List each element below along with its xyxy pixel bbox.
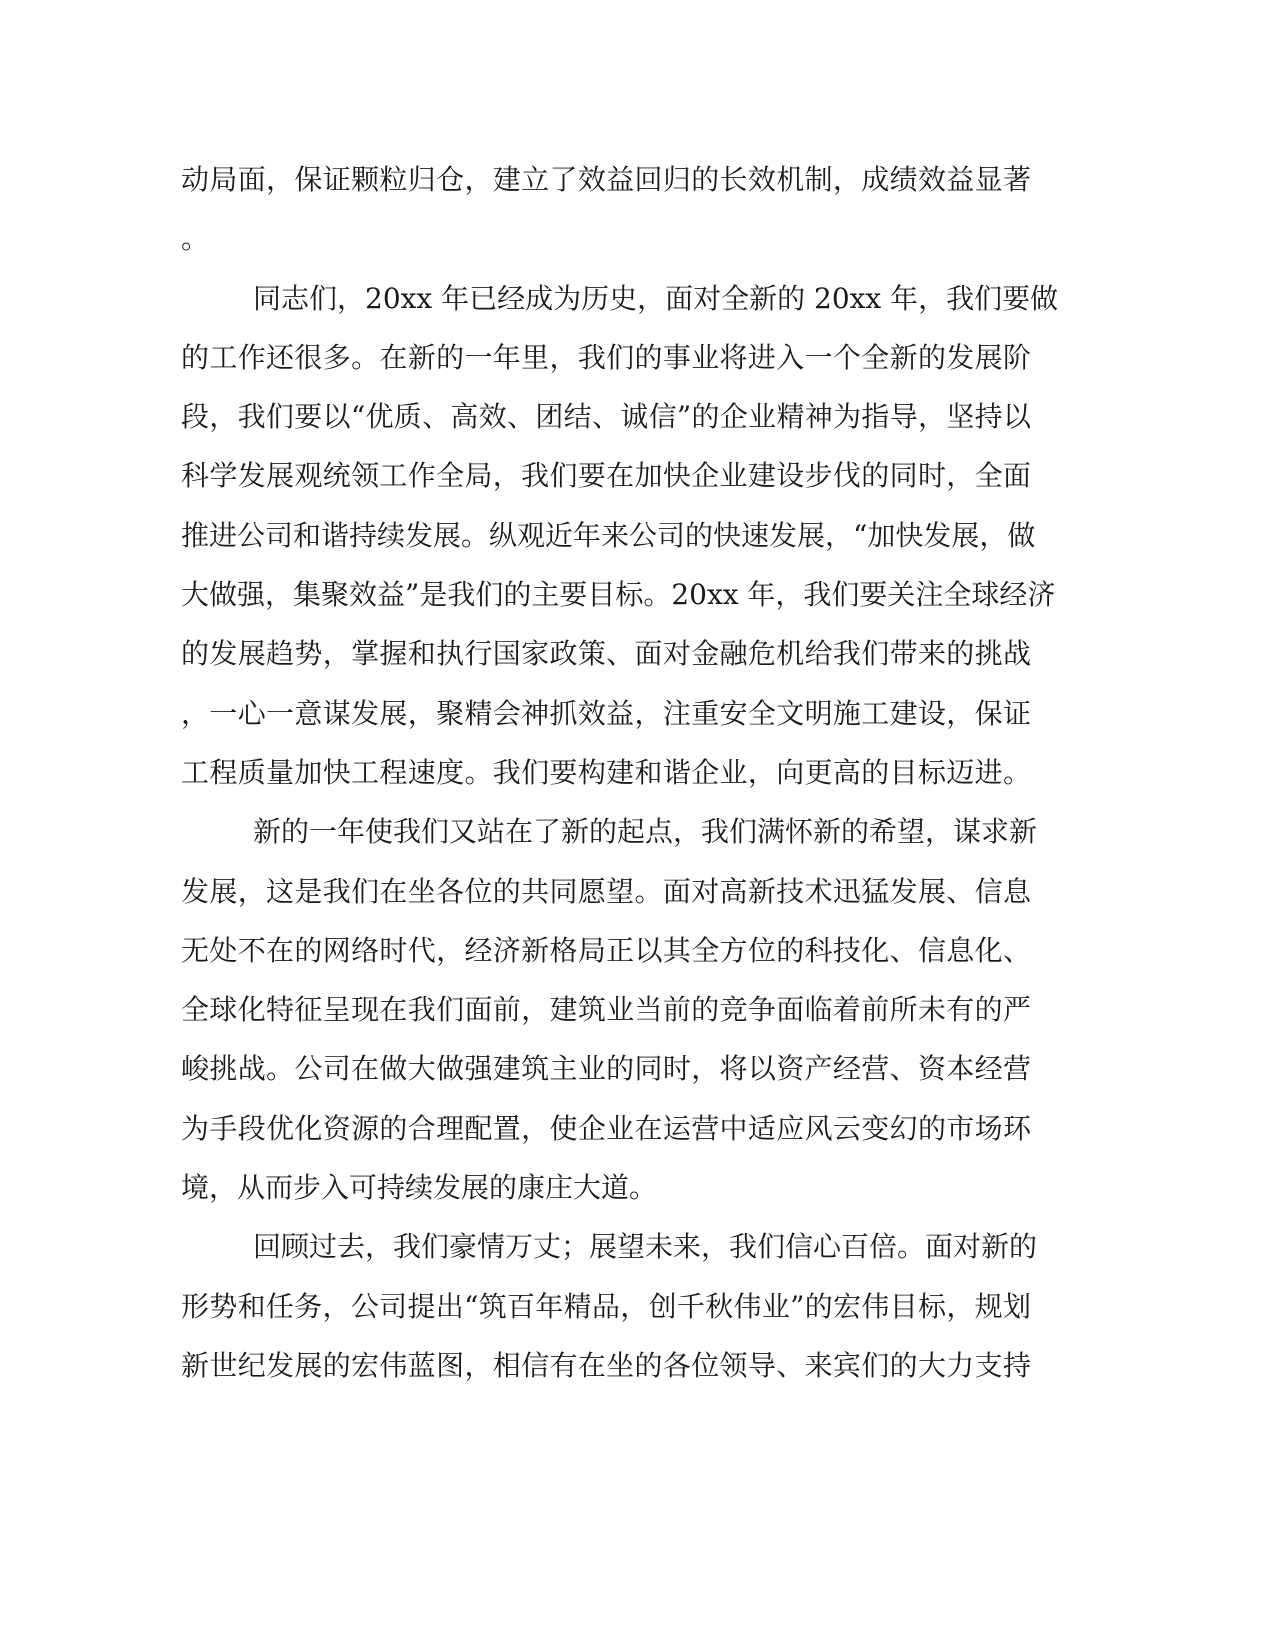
document-body <box>181 150 1059 1395</box>
text-line: 形势和任务，公司提出“筑百年精品，创千秋伟业”的宏伟目标，规划 <box>181 1289 1031 1323</box>
text-line: ，一心一意谋发展，聚精会神抓效益，注重安全文明施工建设，保证 <box>181 696 1031 730</box>
text-line: 的工作还很多。在新的一年里，我们的事业将进入一个全新的发展阶 <box>181 340 1031 374</box>
text-line: 工程质量加快工程速度。我们要构建和谐企业，向更高的目标迈进。 <box>181 755 1031 789</box>
text-line: 推进公司和谐持续发展。纵观近年来公司的快速发展，“加快发展，做 <box>181 518 1036 552</box>
text-line: 回顾过去，我们豪情万丈；展望未来，我们信心百倍。面对新的 <box>253 1230 1038 1264</box>
text-line: 动局面，保证颗粒归仓，建立了效益回归的长效机制，成绩效益显著 <box>181 163 1031 196</box>
text-line: 峻挑战。公司在做大做强建筑主业的同时，将以资产经营、资本经营 <box>181 1052 1031 1086</box>
text-line: 同志们，20xx 年已经成为历史，面对全新的 20xx 年，我们要做 <box>253 281 1059 315</box>
text-line: 科学发展观统领工作全局，我们要在加快企业建设步伐的同时，全面 <box>181 459 1031 493</box>
text-line: 发展，这是我们在坐各位的共同愿望。面对高新技术迅猛发展、信息 <box>181 874 1031 908</box>
text-line: 境，从而步入可持续发展的康庄大道。 <box>181 1171 658 1205</box>
text-line: 新的一年使我们又站在了新的起点，我们满怀新的希望，谋求新 <box>253 815 1038 849</box>
text-line: 大做强，集聚效益”是我们的主要目标。20xx 年，我们要关注全球经济 <box>181 578 1056 612</box>
text-line: 无处不在的网络时代，经济新格局正以其全方位的科技化、信息化、 <box>181 933 1031 967</box>
text-line: 新世纪发展的宏伟蓝图，相信有在坐的各位领导、来宾们的大力支持 <box>181 1348 1031 1382</box>
text-line: 。 <box>181 222 210 256</box>
text-line: 段，我们要以“优质、高效、团结、诚信”的企业精神为指导，坚持以 <box>181 400 1031 434</box>
text-line: 全球化特征呈现在我们面前，建筑业当前的竞争面临着前所未有的严 <box>181 993 1031 1027</box>
text-line: 为手段优化资源的合理配置，使企业在运营中适应风云变幻的市场环 <box>181 1111 1031 1145</box>
text-line: 的发展趋势，掌握和执行国家政策、面对金融危机给我们带来的挑战 <box>181 637 1031 671</box>
